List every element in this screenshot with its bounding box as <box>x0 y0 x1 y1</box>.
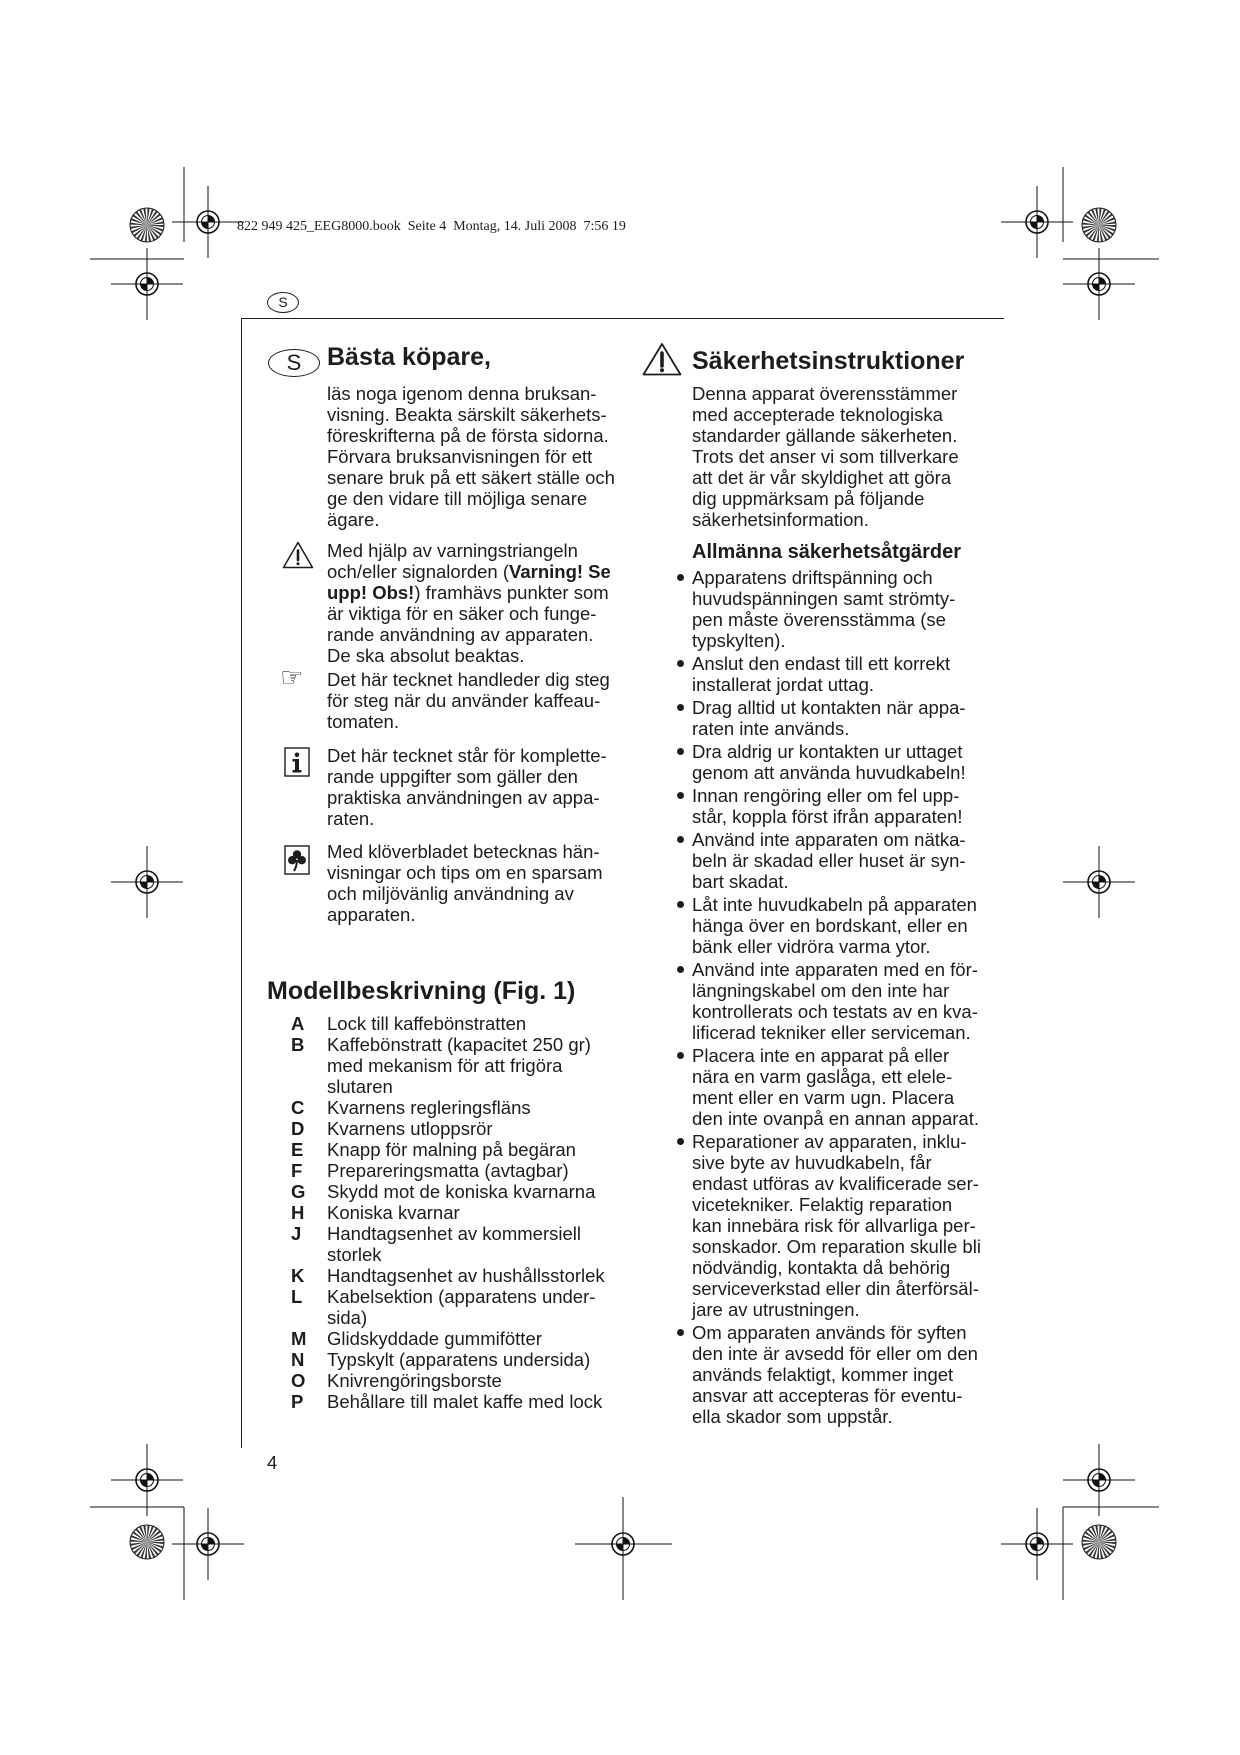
text-run: och/eller signalorden ( <box>327 561 510 582</box>
safety-bullet-line: kontrollerats och testats av en kva- <box>692 1001 978 1022</box>
part-letter: H <box>291 1202 305 1223</box>
safety-bullet-line: längningskabel om den inte har <box>692 980 950 1001</box>
general-precautions-heading: Allmänna säkerhetsåtgärder <box>692 541 962 563</box>
registration-mark <box>587 1508 659 1580</box>
safety-bullet-line: ella skador som uppstår. <box>692 1406 893 1427</box>
margin-rule <box>241 318 242 1448</box>
part-row <box>291 1013 605 1034</box>
language-badge: S <box>268 349 320 377</box>
clover-icon <box>284 845 310 875</box>
part-description <box>327 1286 605 1328</box>
bullet-dot <box>677 1329 684 1336</box>
safety-intro-line: med accepterade teknologiska <box>692 404 943 425</box>
part-description <box>327 1202 605 1223</box>
safety-bullet-line: sonskador. Om reparation skulle bli <box>692 1236 981 1257</box>
info-icon <box>284 747 310 777</box>
part-row <box>291 1034 605 1097</box>
safety-intro-line: dig uppmärksam på följande <box>692 488 925 509</box>
part-row <box>291 1286 605 1328</box>
signal-words: Varning! Se <box>509 561 611 582</box>
safety-bullet <box>692 741 981 783</box>
part-description-line: Typskylt (apparatens undersida) <box>327 1349 591 1370</box>
safety-bullet-line: huvudspänningen samt strömty- <box>692 588 956 609</box>
part-description-line: Handtagsenhet av hushållsstorlek <box>327 1265 605 1286</box>
safety-bullet-line: jare av utrustningen. <box>692 1299 860 1320</box>
part-description-line: Kvarnens regleringsfläns <box>327 1097 531 1118</box>
part-description-line: Lock till kaffebönstratten <box>327 1013 527 1034</box>
part-description <box>327 1097 605 1118</box>
safety-bullet-line: Apparatens driftspänning och <box>692 567 933 588</box>
eco-note-line: apparaten. <box>327 904 416 925</box>
safety-intro-line: standarder gällande säkerheten. <box>692 425 958 446</box>
safety-bullet-line: ment eller en varm ugn. Placera <box>692 1087 955 1108</box>
safety-bullet-line: endast utföras av kvalificerade ser- <box>692 1173 979 1194</box>
step-note-line: för steg när du använder kaffeau- <box>327 690 601 711</box>
part-description-line: Koniska kvarnar <box>327 1202 460 1223</box>
part-letter: D <box>291 1118 305 1139</box>
safety-bullet <box>692 1131 981 1320</box>
safety-bullet-list <box>692 567 981 1427</box>
part-description <box>327 1181 605 1202</box>
part-letter: L <box>291 1286 303 1307</box>
bullet-dot <box>677 1052 684 1059</box>
warning-triangle-icon <box>642 342 682 377</box>
safety-bullet-line: installerat jordat uttag. <box>692 674 875 695</box>
part-letter: E <box>291 1139 304 1160</box>
safety-intro-line: Trots det anser vi som tillverkare <box>692 446 959 467</box>
part-letter: M <box>291 1328 307 1349</box>
step-note-line: tomaten. <box>327 711 399 732</box>
part-description-line: Skydd mot de koniska kvarnarna <box>327 1181 596 1202</box>
part-letter: J <box>291 1223 302 1244</box>
safety-bullet-line: Om apparaten används för syften <box>692 1322 967 1343</box>
part-description-line: med mekanism för att frigöra <box>327 1055 563 1076</box>
model-title: Modellbeskrivning (Fig. 1) <box>267 977 576 1005</box>
bullet-dot <box>677 901 684 908</box>
safety-bullet <box>692 894 981 957</box>
safety-bullet <box>692 785 981 827</box>
part-letter: O <box>291 1370 306 1391</box>
part-description-line: Kvarnens utloppsrör <box>327 1118 493 1139</box>
color-sunburst-mark <box>1082 1525 1116 1559</box>
safety-bullet <box>692 959 981 1043</box>
safety-bullet-line: vicetekniker. Felaktig reparation <box>692 1194 953 1215</box>
safety-bullet-line: nära en varm gaslåga, ett elele- <box>692 1066 953 1087</box>
safety-bullet-line: Anslut den endast till ett korrekt <box>692 653 951 674</box>
part-letter: P <box>291 1391 304 1412</box>
bullet-dot <box>677 748 684 755</box>
greeting-text <box>327 383 615 530</box>
part-letter: A <box>291 1013 305 1034</box>
safety-bullet-line: pen måste överensstämma (se <box>692 609 946 630</box>
safety-bullet-line: Använd inte apparaten om nätka- <box>692 829 966 850</box>
info-note-line: raten. <box>327 808 375 829</box>
safety-intro <box>692 383 959 530</box>
warning-note <box>327 540 611 666</box>
language-tab: S <box>267 292 299 313</box>
bullet-dot <box>677 704 684 711</box>
part-letter: G <box>291 1181 306 1202</box>
safety-bullet-line: Placera inte en apparat på eller <box>692 1045 950 1066</box>
part-row <box>291 1265 605 1286</box>
part-description <box>327 1391 605 1412</box>
safety-bullet <box>692 829 981 892</box>
color-sunburst-mark <box>130 1525 164 1559</box>
part-description <box>327 1328 605 1349</box>
part-row <box>291 1328 605 1349</box>
greeting-text-line: senare bruk på ett säkert ställe och <box>327 467 615 488</box>
safety-bullet <box>692 1322 981 1427</box>
safety-bullet-line: lificerad tekniker eller serviceman. <box>692 1022 971 1043</box>
part-description <box>327 1139 605 1160</box>
safety-bullet-line: Låt inte huvudkabeln på apparaten <box>692 894 977 915</box>
registration-mark <box>172 1508 244 1580</box>
part-description <box>327 1223 605 1265</box>
part-row <box>291 1223 605 1265</box>
bullet-dot <box>677 574 684 581</box>
safety-bullet-line: används felaktigt, kommer inget <box>692 1364 954 1385</box>
part-description <box>327 1370 605 1391</box>
info-note-line: rande uppgifter som gäller den <box>327 766 578 787</box>
part-letter: K <box>291 1265 305 1286</box>
safety-intro-line: Denna apparat överensstämmer <box>692 383 958 404</box>
warning-note-line <box>327 582 611 603</box>
part-description <box>327 1013 605 1034</box>
safety-title: Säkerhetsinstruktioner <box>692 347 965 375</box>
part-description-line: Prepareringsmatta (avtagbar) <box>327 1160 569 1181</box>
step-note-line: Det här tecknet handleder dig steg <box>327 669 610 690</box>
part-row <box>291 1097 605 1118</box>
safety-bullet-line: genom att använda huvudkabeln! <box>692 762 966 783</box>
safety-bullet-line: bart skadat. <box>692 871 789 892</box>
registration-mark <box>172 186 244 258</box>
safety-bullet-line: Innan rengöring eller om fel upp- <box>692 785 960 806</box>
part-description-line: Behållare till malet kaffe med lock <box>327 1391 603 1412</box>
part-row <box>291 1370 605 1391</box>
safety-bullet-line: kan innebära risk för allvarliga per- <box>692 1215 976 1236</box>
safety-bullet <box>692 653 981 695</box>
greeting-text-line: ägare. <box>327 509 380 530</box>
safety-intro-line: att det är vår skyldighet att göra <box>692 467 952 488</box>
part-row <box>291 1181 605 1202</box>
safety-bullet-line: Drag alltid ut kontakten när appa- <box>692 697 966 718</box>
safety-bullet-line: den inte ovanpå en annan apparat. <box>692 1108 979 1129</box>
greeting-text-line: läs noga igenom denna bruksan- <box>327 383 597 404</box>
registration-mark <box>1063 1444 1135 1516</box>
part-letter: N <box>291 1349 305 1370</box>
part-letter: F <box>291 1160 303 1181</box>
warning-note-line <box>327 561 611 582</box>
registration-mark <box>111 1444 183 1516</box>
info-note-line: Det här tecknet står för komplette- <box>327 745 607 766</box>
safety-bullet-line: beln är skadad eller huset är syn- <box>692 850 966 871</box>
safety-bullet-line: nödvändig, kontakta då behörig <box>692 1257 951 1278</box>
greeting-text-line: föreskrifterna på de första sidorna. <box>327 425 609 446</box>
registration-mark <box>111 846 183 918</box>
greeting-text-line: visning. Beakta särskilt säkerhets- <box>327 404 607 425</box>
warning-triangle-icon <box>282 540 314 570</box>
safety-bullet-line: Reparationer av apparaten, inklu- <box>692 1131 967 1152</box>
part-description <box>327 1034 605 1097</box>
signal-words: upp! Obs! <box>327 582 415 603</box>
warning-note-line: De ska absolut beaktas. <box>327 645 525 666</box>
part-row <box>291 1349 605 1370</box>
part-letter: B <box>291 1034 305 1055</box>
part-description-line: Knapp för malning på begäran <box>327 1139 576 1160</box>
bullet-dot <box>677 792 684 799</box>
part-description-line: Knivrengöringsborste <box>327 1370 502 1391</box>
part-description <box>327 1265 605 1286</box>
safety-bullet <box>692 1045 981 1129</box>
part-row <box>291 1139 605 1160</box>
part-description <box>327 1118 605 1139</box>
greeting-text-line: Förvara bruksanvisningen för ett <box>327 446 593 467</box>
safety-bullet-line: står, koppla först ifrån apparaten! <box>692 806 963 827</box>
bullet-dot <box>677 660 684 667</box>
safety-intro-line: säkerhetsinformation. <box>692 509 869 530</box>
part-description-line: sida) <box>327 1307 368 1328</box>
safety-bullet-line: hänga över en bordskant, eller en <box>692 915 968 936</box>
part-description-line: Glidskyddade gummifötter <box>327 1328 542 1349</box>
safety-bullet-line: Dra aldrig ur kontakten ur uttaget <box>692 741 963 762</box>
pointing-hand-icon <box>280 664 312 692</box>
step-note <box>327 669 610 732</box>
safety-bullet-line: den inte är avsedd för eller om den <box>692 1343 978 1364</box>
part-row <box>291 1118 605 1139</box>
part-description <box>327 1160 605 1181</box>
part-row <box>291 1202 605 1223</box>
bullet-dot <box>677 836 684 843</box>
warning-note-line: rande användning av apparaten. <box>327 624 594 645</box>
color-sunburst-mark <box>130 208 164 242</box>
header-rule <box>242 318 1004 319</box>
eco-note-line: visningar och tips om en sparsam <box>327 862 603 883</box>
part-description-line: Handtagsenhet av kommersiell <box>327 1223 581 1244</box>
warning-note-line: är viktiga för en säker och funge- <box>327 603 597 624</box>
greeting-text-line: ge den vidare till möjliga senare <box>327 488 588 509</box>
eco-note-line: och miljövänlig användning av <box>327 883 574 904</box>
page-number: 4 <box>267 1452 278 1473</box>
part-description-line: slutaren <box>327 1076 393 1097</box>
text-run: ) framhävs punkter som <box>414 582 609 603</box>
safety-bullet-line: ansvar att accepteras för eventu- <box>692 1385 963 1406</box>
print-slug: 822 949 425_EEG8000.book Seite 4 Montag, 14. Juli 2008 7:56 19 <box>237 219 626 234</box>
safety-bullet-line: raten inte används. <box>692 718 850 739</box>
part-description-line: storlek <box>327 1244 382 1265</box>
part-description-line: Kaffebönstratt (kapacitet 250 gr) <box>327 1034 591 1055</box>
part-description <box>327 1349 605 1370</box>
safety-bullet-line: sive byte av huvudkabeln, får <box>692 1152 932 1173</box>
greeting-title: Bästa köpare, <box>327 343 491 371</box>
part-letter: C <box>291 1097 305 1118</box>
registration-mark <box>1063 846 1135 918</box>
safety-bullet-line: serviceverkstad eller din återförsäl- <box>692 1278 979 1299</box>
safety-bullet-line: typskylten). <box>692 630 786 651</box>
part-row <box>291 1391 605 1412</box>
eco-note <box>327 841 603 925</box>
color-sunburst-mark <box>1082 208 1116 242</box>
warning-note-line: Med hjälp av varningstriangeln <box>327 540 578 561</box>
part-description-line: Kabelsektion (apparatens under- <box>327 1286 596 1307</box>
part-row <box>291 1160 605 1181</box>
info-note <box>327 745 607 829</box>
safety-bullet <box>692 697 981 739</box>
safety-bullet-line: Använd inte apparaten med en för- <box>692 959 978 980</box>
registration-mark <box>1001 1508 1073 1580</box>
safety-bullet <box>692 567 981 651</box>
bullet-dot <box>677 1138 684 1145</box>
eco-note-line: Med klöverbladet betecknas hän- <box>327 841 600 862</box>
safety-bullet-line: bänk eller vidröra varma ytor. <box>692 936 931 957</box>
registration-mark <box>1001 186 1073 258</box>
parts-list <box>291 1013 605 1412</box>
bullet-dot <box>677 966 684 973</box>
info-note-line: praktiska användningen av appa- <box>327 787 600 808</box>
